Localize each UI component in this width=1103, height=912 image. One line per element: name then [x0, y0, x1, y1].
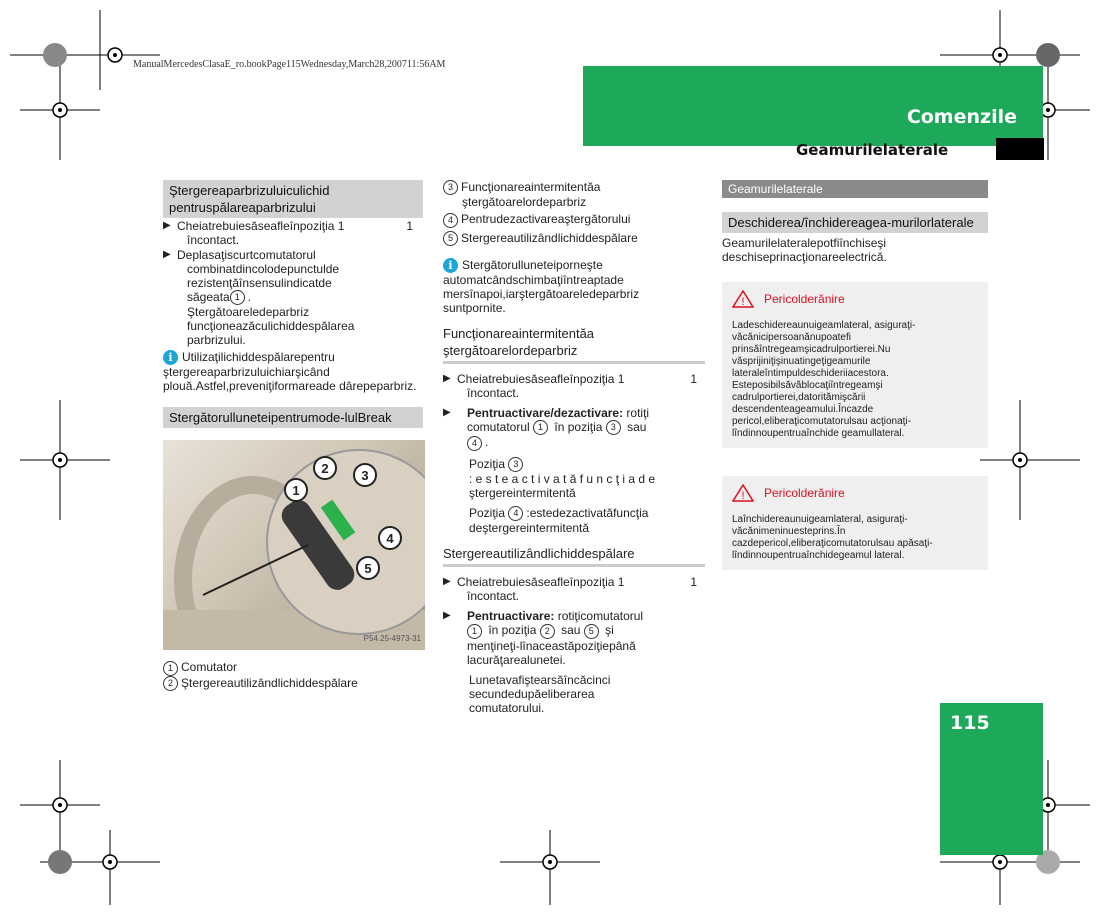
- legend-item: 1 Comutator: [163, 660, 423, 675]
- legend-item: 4 Pentrudezactivareaştergătorului: [443, 212, 705, 227]
- callout-3: 3: [361, 468, 369, 484]
- legend-item: 5 Stergereautilizândlichiddespălare: [443, 231, 705, 246]
- book-file-line: ManualMercedesClasaE_ro.bookPage115Wednesday,March28,200711:56AM: [133, 59, 446, 70]
- list-item: ▶ Cheiatrebuiesăseafleînpoziţia 1 1 încontact.: [163, 219, 413, 247]
- heading-rear-wiper: Stergătorulluneteipentrumode-lulBreak: [163, 407, 423, 428]
- column-1: [163, 180, 423, 691]
- heading-open-close: Deschiderea/închidereagea-murilorlaterale: [722, 212, 988, 233]
- bullet-arrow-icon: ▶: [443, 372, 451, 384]
- bullet-arrow-icon: ▶: [163, 249, 171, 260]
- wiper-stalk-illustration: [163, 440, 425, 650]
- legend-item: 2 Ştergereautilizândlichiddespălare: [163, 676, 423, 691]
- svg-text:!: !: [741, 490, 745, 502]
- heading-intermittent: Funcţionareaintermitentăa ştergătoarelordeparbriz: [443, 325, 705, 364]
- callout-1: 1: [292, 483, 300, 499]
- intro-text: Geamurilelateralepotfiînchiseşi deschiseprinacţionareelectrică.: [722, 236, 887, 264]
- subsection-title: Geamurilelaterale: [796, 141, 949, 159]
- legend-item: 3 Funcţionareaintermitentăa ştergătoarelordeparbriz: [443, 180, 705, 209]
- info-icon: i: [443, 258, 458, 273]
- info-note: i Utilizaţilichiddespălarepentru ştergereaparbrizuluichiarşicând plouă.Astfel,preveniţiformareade dârepeparbriz.: [163, 350, 417, 394]
- info-icon: i: [163, 350, 178, 365]
- thumb-tab-marker: [996, 138, 1044, 160]
- info-note: i Stergătorulluneteiporneşte automatcândschimbaţiîntreaptade mersînapoi,iarştergătoareledeparbriz suntpornite.: [443, 257, 640, 315]
- svg-text:!: !: [741, 296, 745, 308]
- bullet-arrow-icon: ▶: [443, 576, 451, 588]
- warning-heading: ! Pericolderănire: [732, 290, 978, 308]
- callout-number: 1: [230, 290, 245, 305]
- warning-box: ! Pericolderănire Laînchidereaunuigeamlateral, asiguraţi-văcănimeninuesteprins.În cazdepericol,eliberaţicomutatorulsau apăsaţi-lîndinnoupentruaînchidegeamul lateral.: [722, 476, 988, 570]
- section-side-windows: Geamurilelaterale: [722, 180, 988, 198]
- column-3: [722, 180, 988, 570]
- heading-washer: Stergereautilizândlichiddespălare: [443, 545, 705, 567]
- bullet-arrow-icon: ▶: [443, 610, 451, 622]
- warning-box: ! Pericolderănire Ladeschidereaunuigeamlateral, asiguraţi-văcănicipersoanănupoatefi prinsăîntregeamşicadrulportierei.Nu văsprijiniţişinuatingeţigeamurile lateraleîntimpuldeschideriiacestora. Esteposibilsăvăblocaţiîntregeamşi cadrulportierei,datoritămişcării descendenteageamului.Încazde pericol,eliberaţicomutatorulsau acţionaţi-lîndinnoupentruaînchide geamullateral.: [722, 282, 988, 448]
- position-4-note: Poziţia 4 :estedezactivatăfuncţia deştergereintermitentă: [469, 505, 649, 536]
- section-title: Comenzile: [906, 106, 1017, 128]
- callout-4: 4: [386, 531, 394, 547]
- warning-heading: ! Pericolderănire: [732, 484, 978, 502]
- list-item: ▶ Pentruactivare/dezactivare: rotiţi comutatorul 1 în poziţia 3 sau 4 .: [443, 405, 650, 450]
- page-number: 115: [950, 712, 990, 734]
- photo-code: P54.25-4973-31: [363, 634, 421, 644]
- list-item: ▶ Cheiatrebuiesăseafleînpoziţia 1 1 încontact.: [443, 371, 697, 400]
- steering-column-photo: [163, 440, 425, 650]
- washer-note: Lunetavafiştearsăîncăcinci secundedupăeliberarea comutatorului.: [469, 672, 611, 715]
- list-item: ▶ Deplasaţiscurtcomutatorul combinatdincolodepunctulde rezistenţăînsensulindicatde săgeata 1 . Ştergătoareledeparbriz funcţioneazăculichiddespălarea parbrizului.: [163, 248, 355, 348]
- column-2: [443, 180, 705, 721]
- warning-triangle-icon: [732, 290, 754, 308]
- warning-triangle-icon: [732, 484, 754, 502]
- list-item: ▶ Pentruactivare: rotiţicomutatorul 1 în poziţia 2 sau 5 şi menţineţi-lînaceastăpoziţiepână lacurăţarealunetei.: [443, 609, 644, 667]
- callout-5: 5: [364, 561, 372, 577]
- bullet-arrow-icon: ▶: [163, 220, 171, 231]
- list-item: ▶ Cheiatrebuiesăseafleînpoziţia 1 1 încontact.: [443, 575, 697, 604]
- heading-windshield-wash: Ştergereaparbrizuluiculichid pentruspălareaparbrizului: [163, 180, 423, 218]
- position-3-note: Poziţia 3: e s t e a c t i v a t ă f u n c ţ i a d e ştergereintermitentă: [469, 456, 656, 500]
- bullet-arrow-icon: ▶: [443, 406, 451, 418]
- callout-2: 2: [321, 461, 329, 477]
